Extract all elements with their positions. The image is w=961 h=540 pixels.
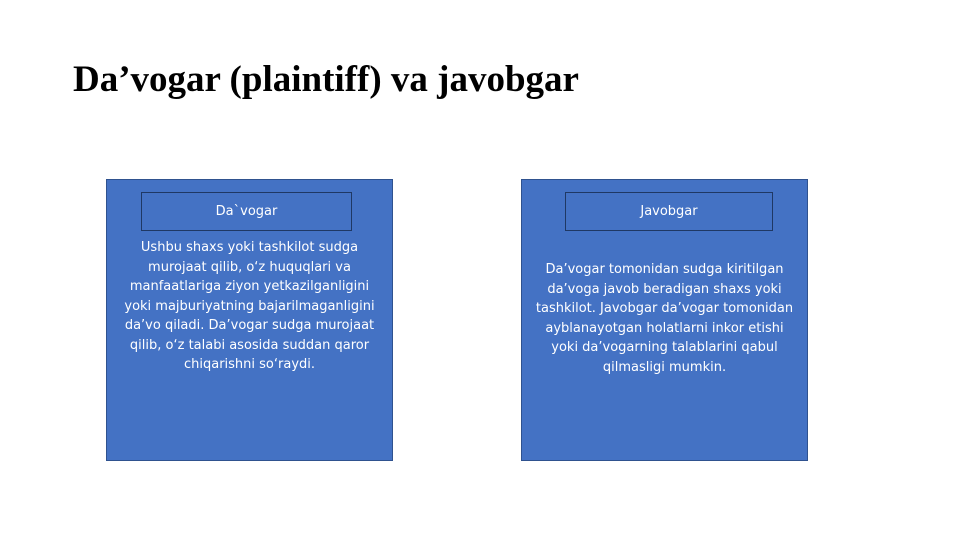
plaintiff-label: Da`vogar: [141, 192, 352, 231]
defendant-description: Da’vogar tomonidan sudga kiritilgan da’voga javob beradigan shaxs yoki tashkilot. Javobgar da’vogar tomonidan ayblanayotgan holatlarni inkor etishi yoki da’vogarning talablarini qabul qilmasligi mumkin.: [535, 262, 794, 375]
defendant-card: [521, 179, 808, 461]
defendant-label: Javobgar: [565, 192, 773, 231]
slide-title: Da’vogar (plaintiff) va javobgar: [73, 59, 579, 100]
plaintiff-description: Ushbu shaxs yoki tashkilot sudga murojaat qilib, o‘z huquqlari va manfaatlariga ziyon yetkazilganligini yoki majburiyatning bajarilmaganligini da’vo qiladi. Da’vogar sudga murojaat qilib, o‘z talabi asosida suddan qaror chiqarishni so‘raydi.: [124, 240, 375, 372]
plaintiff-card: [106, 179, 393, 461]
